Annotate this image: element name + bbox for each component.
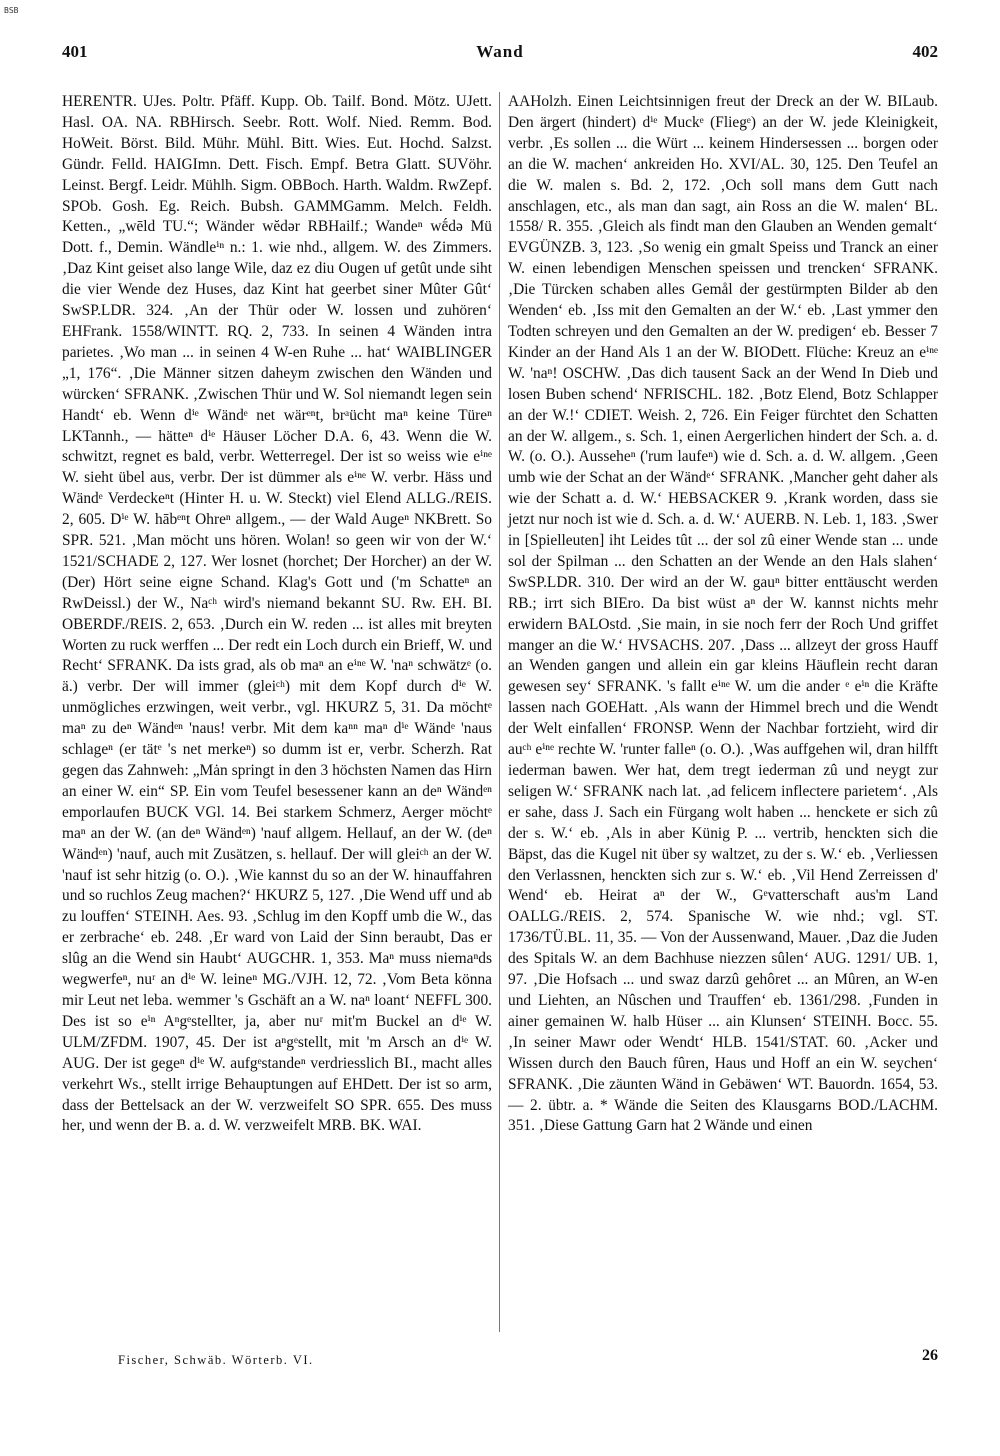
column-text-left: HERENTR. UJes. Poltr. Pfäff. Kupp. Ob. Tailf. Bond. Mötz. UJett. Hasl. OA. NA. RBHirsch. Seebr. Rott. Wolf. Nied. Remm. Bod. HoWeit. Börst. Bild. Mühr. Mühl. Bitt. Wies. Eut. Hochd. Salzst. Gündr. Felld. HAIGImn. Dett. Fisch. Empf. Betra Glatt. SUVöhr. Leinst. Bergf. Leidr. Mühlh. Sigm. OBBoch. Harth. Waldm. RwZepf. SPOb. Gosh. Eg. Reich. Bubsh. GAMMGamm. Melch. Feldh. Ketten., „wēld TU.“; Wänder wĕdər RBHailf.; Wandeⁿ wḗdə Mü Dott. f., Demin. Wändleⁱⁿ n.: 1. wie nhd., allgem. W. des Zimmers. ‚Daz Kint geiset also lange Wile, daz ez diu Ougen uf getût unde siht die vier Wende dez Huses, daz Kint hat geerbet siner Mûter Gût‘ SwSP.LDR. 324. ‚An der Thür oder W. lossen und zuhören‘ EHFrank. 1558/WINTT. RQ. 2, 733. In seinen 4 Wänden intra parietes. ‚Wo man ... in seinen 4 W-en Ruhe ... hat‘ WAIBLINGER „1, 176“. ‚Die Männer sitzen daheym zwischen den Wänden und würcken‘ SFRANK. ‚Zwischen Thür und W. Sol niemandt legen sein Handt‘ eb. Wenn dⁱᵉ Wändᵉ net wärᵉⁿt, brᵃücht maⁿ keine Türeⁿ LKTannh., — hätteⁿ dⁱᵉ Häuser Löcher D.A. 6, 43. Wenn die W. schwitzt, regnet es bald, verbr. Wetterregel. Der ist so weiss wie eⁱⁿᵉ W. sieht übel aus, verbr. Der ist dümmer als eⁱⁿᵉ W. verbr. Häss und Wändᵉ Verdeckeⁿt (Hinter H. u. W. Steckt) viel Elend ALLG./REIS. 2, 605. Dⁱᵉ W. hābᵉⁿt Ohreⁿ allgem., — der Wald Augeⁿ NKBrett. So SPR. 521. ‚Man möcht uns hören. Wolan! so geen wir von der W.‘ 1521/SCHADE 2, 127. Wer losnet (horchet; Der Horcher) an der W. (Der) Hört seine eigne Schand. Klag's Gott und ('m Schatteⁿ an RwDeissl.) der W., Naᶜʰ wird's niemand bekannt SU. Rw. EH. BI. OBERDF./REIS. 2, 653. ‚Durch ein W. reden ... ist alles mit breyten Worten zu ruck werffen ... Der redt ein Loch durch ein Brieff, W. und Recht‘ SFRANK. Da ists grad, als ob maⁿ an eⁱⁿᵉ W. 'naⁿ schwätzᵉ (o. ä.) verbr. Der will immer (gleiᶜʰ) mit dem Kopf durch dⁱᵉ W. unmögliches erzwingen, weit verbr., vgl. HKURZ 5, 31. Da möchtᵉ maⁿ zu deⁿ Wändᵉⁿ 'naus! verbr. Mit dem kaⁿⁿ maⁿ dⁱᵉ Wändᵉ 'naus schlageⁿ (er tätᵉ 's net merkeⁿ) so dumm ist er, verbr. Scherzh. Rat gegen das Zahnweh: „Mȧn springt in den 3 höchsten Namen das Hirn an einer W. ein“ SP. Ein vom Teufel besessener kann an deⁿ Wändᵉⁿ emporlaufen BUCK VGl. 14. Bei starkem Schmerz, Aerger möchtᵉ maⁿ an der W. (an deⁿ Wändᵉⁿ) 'nauf allgem. Hellauf, an der W. (deⁿ Wändᵉⁿ) 'nauf, auch mit Zusätzen, s. hellauf. Der will gleiᶜʰ an der W. 'nauf ist sehr hitzig (o. O.). ‚Wie kannst du so an der W. hinauffahren und so ruchlos Zeug machen?‘ HKURZ 5, 127. ‚Die Wend uff und ab zu louffen‘ STEINH. Aes. 93. ‚Schlug im den Kopff umb die W., das er zerbrache‘ eb. 248. ‚Er ward von Laid der Sinn beraubt, Das er slûg an die Wend sin Haubt‘ AUGCHR. 1, 353. Maⁿ muss niemaⁿds wegwerfeⁿ, nuʳ an dⁱᵉ W. leineⁿ MG./VJH. 12, 72. ‚Vom Beta könna mir Leut net leba. wemmer 's Gschäft an a W. naⁿ loant‘ NEFFL 300. Des ist so eⁱⁿ Aⁿgᵉstellter, ja, aber nuʳ mit'm Buckel an dⁱᵉ W. ULM/ZFDM. 1907, 45. Der ist aⁿgᵉstellt, mit 'm Arsch an dⁱᵉ W. AUG. Der ist gegeⁿ dⁱᵉ W. aufgᵉstandeⁿ verdriesslich BI., macht alles verkehrt Ws., stellt irrige Behauptungen auf EHDett. Der ist so arm, dass der Bettelsack an der W. verzweifelt SO SPR. 655. Des muss her, und wenn der B. a. d. W. verzweifelt MRB. BK. WAI. xyxy=(62,93,492,1135)
page-number-left: 401 xyxy=(62,42,88,61)
library-stamp: BSB xyxy=(4,6,19,15)
column-text-right: AAHolzh. Einen Leichtsinnigen freut der Dreck an der W. BILaub. Den ärgert (hindert) dⁱᵉ Muckᵉ (Fliegᵉ) an der W. jede Kleinigkeit, verbr. ‚Es sollen ... die Würt ... keinem Hindersessen ... borgen oder an die W. machen‘ ankreiden Ho. XVI/AL. 30, 125. Den Teufel an die W. malen s. Bd. 2, 172. ‚Och soll mans dem Gutt nach anschlagen, etc., als man dan sagt, ain Ross an die W. malen‘ BL. 1558/ R. 355. ‚Gleich als findt man den Glauben an Wenden gemalt‘ EVGÜNZB. 3, 123. ‚So wenig ein gmalt Speiss und Tranck an einer W. einen lebendigen Menschen speissen und trencken‘ SFRANK. ‚Die Türcken schaben alles Gemål der gestürmpten Bilder ab den Wenden‘ eb. ‚Iss mit den Gemalten an der W.‘ eb. ‚Last ymmer den Todten schreyen und den Gemalten an der W. predigen‘ eb. Besser 7 Kinder an der Hand Als 1 an der W. BIODett. Flüche: Kreuz an eⁱⁿᵉ W. 'naⁿ! OSCHW. ‚Das dich tausent Sack an der Wend In Dieb und losen Buben schend‘ NFRISCHL. 182. ‚Botz Elend, Botz Schlapper an der W.!‘ CDIET. Weish. 2, 726. Ein Feiger fürchtet den Schatten an der W. allgem., s. Sch. 1, einen Aergerlichen hindert der Sch. a. d. W. (o. O.). Ausseheⁿ ('rum laufeⁿ) wie d. Sch. a. d. W. allgem. ‚Geen umb wie der Schat an der Wändᵉ‘ SFRANK. ‚Mancher geht daher als wie der Schatt a. d. W.‘ HEBSACKER 9. ‚Krank worden, dass sie jetzt nur noch ist wie d. Sch. a. d. W.‘ AUERB. N. Leb. 1, 183. ‚Swer in [Spielleuten] iht Leides tût ... der sol zû einer Wende stan ... unde sol der Spilman ... den Schatten an der Wende an den Hals slahen‘ SwSP.LDR. 310. Der wird an der W. gauⁿ bitter enttäuscht werden RB.; irrt sich BIEro. Da bist wüst aⁿ der W. kannst nichts mehr erwidern BALOstd. ‚Sie main, in sie noch ferr der Roch Und griffet manger an die W.‘ HVSACHS. 207. ‚Dass ... allzeyt der gross Hauff an Wenden gangen und allein ein gar kleins Häuflein recht daran gewesen sey‘ SFRANK. 's fallt eⁱⁿᵉ W. um die ander ᵉ eⁱⁿ die Kräfte lassen nach GOEHatt. ‚Als wann der Himmel brech und die Wendt der Welt einfallen‘ FRONSP. Wenn der Nachbar fortzieht, wird dir auᶜʰ eⁱⁿᵉ rechte W. 'runter falleⁿ (o. O.). ‚Was auffgehen wil, dran hilfft iederman bawen. Wer hat, dem tregt iederman zû und neygt zur seligen W.‘ SFRANK nach lat. ‚ad felicem inflectere parietem‘. ‚Als er sahe, dass J. Sach ein Fürgang wolt haben ... henckete er sich zû der s. W.‘ eb. ‚Als in aber Künig P. ... vertrib, henckten sich die Bäpst, das die Kugel nit über sy waltzet, zu der s. W.‘ eb. ‚Verliessen den Verlassnen, henckten sich zur s. W.‘ eb. ‚Vil Hend Zerreissen d' Wend‘ eb. Heirat aⁿ der W., Gᵉvatterschaft aus'm Land OALLG./REIS. 2, 574. Spanische W. wie nhd.; vgl. ST. 1736/TÜ.BL. 11, 35. — Von der Aussenwand, Mauer. ‚Daz die Juden des Spitals W. an dem Bachhuse niezzen sûlen‘ AUG. 1291/ UB. 1, 97. ‚Die Hofsach ... und swaz darzû gehôret ... an Mûren, an W-en und Liehten, an Nûschen und Trauffen‘ eb. 1361/298. ‚Funden in ainer gemainen W. halb Hüser ... ain Klunsen‘ STEINH. Bocc. 55. ‚In seiner Mawr oder Wendt‘ HLB. 1541/STAT. 60. ‚Acker und Wissen durch den Bauch fûren, Haus und Hoff an ein W. seychen‘ SFRANK. ‚Die zäunten Wänd in Gebäwen‘ WT. Bauordn. 1654, 53. — 2. übtr. a. * Wände die Seiten des Klausgarns BOD./LACHM. 351. ‚Diese Gattung Garn hat 2 Wände und einen xyxy=(508,93,938,1135)
running-head: Wand xyxy=(476,42,524,61)
sheet-signature: 26 xyxy=(922,1347,938,1364)
page-footer xyxy=(118,1347,938,1377)
page-number-right: 402 xyxy=(912,42,938,61)
footer-source: Fischer, Schwäb. Wörterb. VI. xyxy=(118,1353,314,1367)
text-column-left xyxy=(62,92,492,1137)
page-header xyxy=(62,42,938,72)
column-divider xyxy=(499,92,500,1332)
text-column-right xyxy=(508,92,938,1137)
